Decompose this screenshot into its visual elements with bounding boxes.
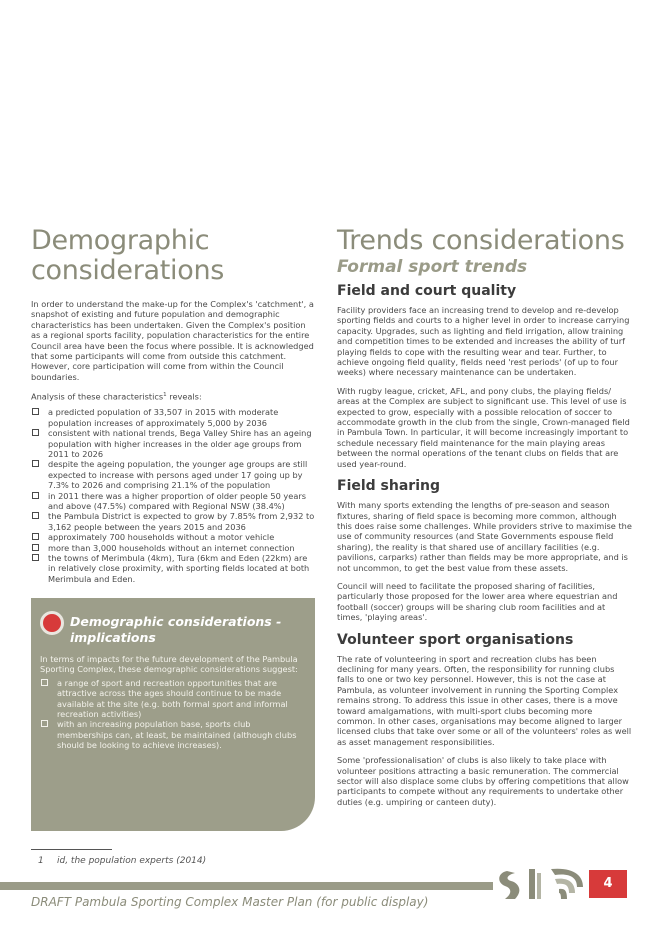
section-heading: Field and court quality xyxy=(337,283,517,299)
paragraph: With rugby league, cricket, AFL, and pony clubs, the playing fields/ areas at the Complex are subject to significant use. This level of use is expected to grow, especially with a possible relocation of soccer to accommodate growth in the club from the single, Crown-managed field in Pambula Town. In particular, it will become increasingly important to schedule necessary field maintenance for the main playing areas between the normal operations of the tenant clubs on fields that are used year-round. xyxy=(337,385,630,469)
implications-box xyxy=(31,598,315,831)
list-item: in 2011 there was a higher proportion of older people 50 years and above (47.5%) compared with Regional NSW (38.4%) xyxy=(31,491,315,512)
demographic-title: Demographic considerations xyxy=(31,225,225,286)
footer-bar xyxy=(0,882,493,890)
checkbox-icon xyxy=(32,554,39,561)
list-item: the towns of Merimbula (4km), Tura (6km and Eden (22km) are in relatively close proximity, with sporting fields located at both Merimbula and Eden. xyxy=(31,553,315,584)
implications-list xyxy=(40,678,305,751)
section-heading: Volunteer sport organisations xyxy=(337,631,574,648)
checkbox-icon xyxy=(32,408,39,415)
list-item: a range of sport and recreation opportunities that are attractive across the ages should continue to be made available at the site (e.g. both formal sport and informal recreation activities) xyxy=(40,678,305,720)
list-item: a predicted population of 33,507 in 2015 with moderate population increases of approximately 5,000 by 2036 xyxy=(31,407,315,428)
council-logo-icon xyxy=(493,861,589,907)
footnote-rule xyxy=(31,849,112,850)
formal-sport-subtitle: Formal sport trends xyxy=(337,257,528,277)
checkbox-icon xyxy=(32,533,39,540)
trends-title: Trends considerations xyxy=(337,225,625,256)
demographic-list xyxy=(31,407,315,584)
checkbox-icon xyxy=(32,429,39,436)
demographic-intro: In order to understand the make-up for the Complex's 'catchment', a snapshot of existing and future population and demographic characteristics has been undertaken. Given the Complex's position as a regional sports facility, population characteristics for the entire Council area have been the focus where possible. It is acknowledged that some participants will come from outside this catchment. However, core participation will come from within the Council boundaries. xyxy=(31,299,314,382)
footnote: 1 id, the population experts (2014) xyxy=(38,856,207,866)
checkbox-icon xyxy=(41,679,48,686)
checkbox-icon xyxy=(32,544,39,551)
analysis-intro: Analysis of these characteristics$^1$ reveals: xyxy=(31,391,202,402)
list-item: despite the ageing population, the younger age groups are still expected to increase with persons aged under 17 going up by 7.3% to 2026 and comprising 21.1% of the population xyxy=(31,459,315,490)
checkbox-icon xyxy=(41,720,48,727)
left-column xyxy=(31,226,315,584)
paragraph: Facility providers face an increasing trend to develop and re-develop sporting fields and courts to a higher level in order to increase carrying capacity. Upgrades, such as lighting and field irrigation, allow training and competition times to be extended and increases the ability of turf playing fields to cope with the resulting wear and tear. Further, to achieve ongoing field quality, fields need 'rest periods' (of up to four weeks) where necessary maintenance can be undertaken. xyxy=(337,305,630,378)
red-dot-icon xyxy=(40,611,64,635)
list-item: consistent with national trends, Bega Valley Shire has an ageing population with higher increases in the older age groups from 2011 to 2026 xyxy=(31,428,315,459)
paragraph: The rate of volunteering in sport and recreation clubs has been declining for many years. Often, the responsibility for running clubs falls to one or two key personnel. However, this is not the case at Pambula, as volunteer involvement in running the Sporting Complex remains strong. To address this issue in other cases, there is a move toward amalgamations, with multi-sport clubs becoming more common. In other cases, organisations may become aligned to larger licensed clubs that take over some or all of the volunteers' roles as well as asset management responsibilities. xyxy=(337,653,632,747)
section-heading: Field sharing xyxy=(337,478,440,495)
paragraph: Council will need to facilitate the proposed sharing of facilities, particularly those proposed for the lower area where equestrian and football (soccer) groups will be sharing club room facilities and at times, 'playing areas'. xyxy=(337,580,618,623)
checkbox-icon xyxy=(32,512,39,519)
list-item: the Pambula District is expected to grow by 7.85% from 2,932 to 3,162 people between the years 2015 and 2036 xyxy=(31,511,315,532)
list-item: approximately 700 households without a motor vehicle xyxy=(31,532,315,542)
paragraph: With many sports extending the lengths of pre-season and season fixtures, sharing of field space is becoming more common, although this does raise some challenges. While providers strive to maximise the use of community resources (and State Governments espouse field sharing), the reality is that shared use of ancillary facilities (e.g. pavilions, carparks) rather than fields may be more appropriate, and is not uncommon, to get the best value from these assets. xyxy=(337,500,632,573)
checkbox-icon xyxy=(32,492,39,499)
footer-text: DRAFT Pambula Sporting Complex Master Plan (for public display) xyxy=(31,895,429,909)
list-item: with an increasing population base, sports club memberships can, at least, be maintained (although clubs should be looking to achieve increases). xyxy=(40,719,305,750)
implications-intro: In terms of impacts for the future development of the Pambula Sporting Complex, these demographic considerations suggest: xyxy=(40,654,298,675)
implications-title: Demographic considerations - implications xyxy=(70,614,282,645)
checkbox-icon xyxy=(32,460,39,467)
paragraph: Some 'professionalisation' of clubs is also likely to take place with volunteer positions attracting a basic remuneration. The commercial sector will also displace some clubs by offering competitions that allow participants to compete without any requirements to undertake other duties (e.g. umpiring or canteen duty). xyxy=(337,755,629,807)
page-number: 4 xyxy=(589,870,627,898)
right-column xyxy=(337,226,633,815)
list-item: more than 3,000 households without an internet connection xyxy=(31,543,315,553)
